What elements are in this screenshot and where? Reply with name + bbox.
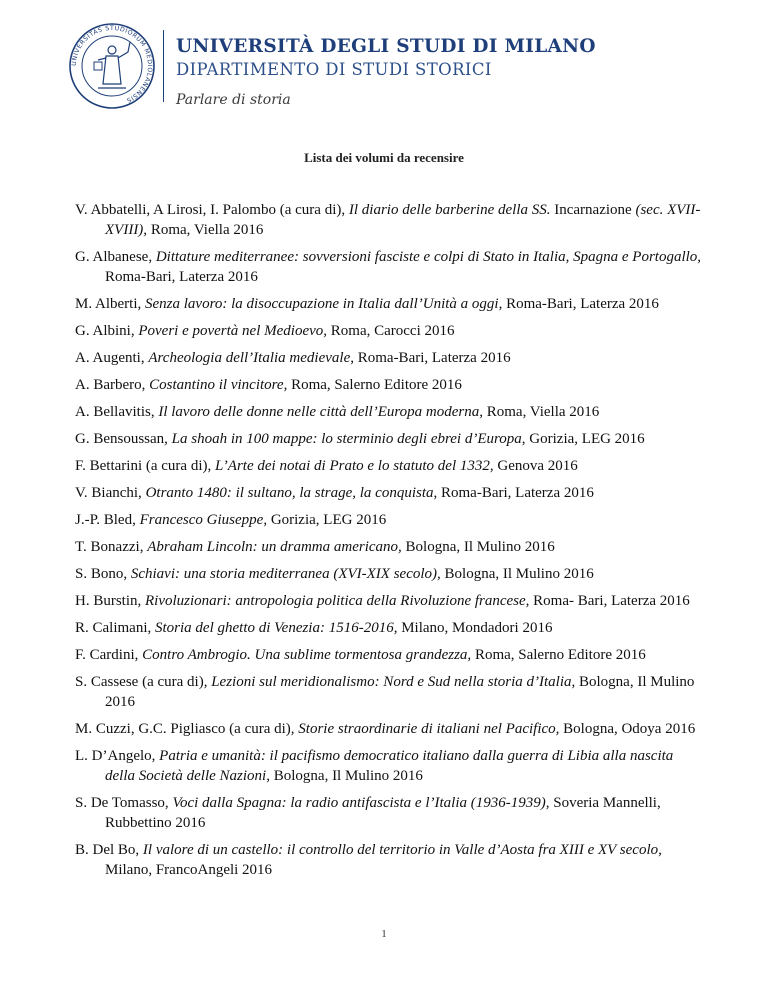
book-author: S. Bono,: [75, 566, 131, 582]
book-publisher: Bologna, Il Mulino 2016: [440, 566, 594, 582]
book-title: Francesco Giuseppe: [139, 512, 264, 528]
book-author: G. Albanese,: [75, 249, 156, 265]
book-publisher: Milano, Mondadori 2016: [397, 620, 553, 636]
list-item: [75, 321, 705, 341]
list-item: [75, 456, 705, 476]
university-name: UNIVERSITÀ DEGLI STUDI DI MILANO: [176, 36, 596, 57]
list-item: [75, 294, 705, 314]
book-publisher: Bologna, Odoya 2016: [559, 721, 696, 737]
book-author: A. Augenti,: [75, 350, 149, 366]
book-author: R. Calimani,: [75, 620, 155, 636]
book-publisher: Milano, FrancoAngeli 2016: [105, 862, 273, 878]
book-publisher: , Gorizia, LEG 2016: [521, 431, 645, 447]
book-title: L’Arte dei notai di Prato e lo statuto del 1332,: [215, 458, 494, 474]
list-item: [75, 564, 705, 584]
list-item: [75, 429, 705, 449]
list-item: [75, 483, 705, 503]
book-author: L. D’Angelo,: [75, 748, 160, 764]
book-publisher: Roma, Viella 2016: [482, 404, 600, 420]
book-title: (sec. XVII-XVIII),: [105, 202, 701, 238]
book-author: G. Bensoussan,: [75, 431, 172, 447]
book-author: A. Barbero,: [75, 377, 150, 393]
book-title: Patria e umanità: il pacifismo democratico italiano dalla guerra di Libia alla nascita della Società delle Nazioni,: [105, 748, 674, 784]
list-item: [75, 247, 705, 287]
book-title: Contro Ambrogio. Una sublime tormentosa grandezza,: [142, 647, 472, 663]
book-title: Il valore di un castello: il controllo del territorio in Valle d’Aosta fra XIII e XV secolo,: [142, 842, 662, 858]
book-title: Schiavi: una storia mediterranea (XVI-XIX secolo),: [130, 566, 441, 582]
book-publisher: Bologna, Il Mulino 2016: [269, 768, 423, 784]
list-item: [75, 719, 705, 739]
book-title: Poveri e povertà nel Medioevo,: [138, 323, 328, 339]
book-title: Abraham Lincoln: un dramma americano,: [147, 539, 402, 555]
book-author: B. Del Bo,: [75, 842, 143, 858]
book-author: A. Bellavitis,: [75, 404, 159, 420]
list-item: [75, 348, 705, 368]
book-author: T. Bonazzi,: [75, 539, 148, 555]
book-title: Costantino il vincitore,: [149, 377, 288, 393]
book-list: [75, 200, 705, 887]
book-title: Il diario delle barberine della SS.: [348, 202, 551, 218]
letterhead: [68, 22, 708, 132]
list-item: [75, 537, 705, 557]
book-title: Senza lavoro: la disoccupazione in Italia dall’Unità a oggi,: [145, 296, 503, 312]
department-name: DIPARTIMENTO DI STUDI STORICI: [176, 60, 492, 79]
book-title: Rivoluzionari: antropologia politica della Rivoluzione francese,: [145, 593, 530, 609]
book-title: Voci dalla Spagna: la radio antifascista e l’Italia (1936-1939),: [172, 795, 550, 811]
list-item: [75, 402, 705, 422]
book-title: Il lavoro delle donne nelle città dell’Europa moderna,: [158, 404, 483, 420]
book-publisher: Roma- Bari, Laterza 2016: [529, 593, 690, 609]
book-title: Otranto 1480: il sultano, la strage, la conquista: [145, 485, 434, 501]
list-item: [75, 840, 705, 880]
book-publisher: , Roma-Bari, Laterza 2016: [433, 485, 594, 501]
book-publisher: Bologna, Il Mulino 2016: [105, 674, 695, 710]
book-title: Dittature mediterranee: sovversioni fasciste e colpi di Stato in Italia, Spagna e Portogallo,: [155, 249, 702, 265]
university-seal-icon: [68, 22, 156, 110]
book-author: G. Albini,: [75, 323, 139, 339]
book-publisher: Soveria Mannelli, Rubbettino 2016: [105, 795, 661, 831]
page-title: Lista dei volumi da recensire: [304, 150, 464, 165]
book-publisher: Genova 2016: [493, 458, 578, 474]
list-item: [75, 645, 705, 665]
list-item: [75, 618, 705, 638]
book-author: S. De Tomasso,: [75, 795, 173, 811]
book-title: Storie straordinarie di italiani nel Pacifico,: [298, 721, 560, 737]
book-publisher: Bologna, Il Mulino 2016: [401, 539, 555, 555]
book-title: Lezioni sul meridionalismo: Nord e Sud nella storia d’Italia,: [211, 674, 576, 690]
book-publisher: Roma, Salerno Editore 2016: [471, 647, 646, 663]
book-author: F. Bettarini (a cura di),: [75, 458, 216, 474]
list-item: [75, 510, 705, 530]
list-item: [75, 746, 705, 786]
list-item: [75, 591, 705, 611]
book-publisher: Roma, Salerno Editore 2016: [287, 377, 462, 393]
book-publisher: Roma, Viella 2016: [147, 222, 264, 238]
book-author: M. Cuzzi, G.C. Pigliasco (a cura di),: [75, 721, 299, 737]
book-title: La shoah in 100 mappe: lo sterminio degli ebrei d’Europa: [171, 431, 522, 447]
book-author: V. Bianchi,: [75, 485, 146, 501]
list-item: [75, 200, 705, 240]
list-item: [75, 793, 705, 833]
book-title: Storia del ghetto di Venezia: 1516-2016,: [155, 620, 398, 636]
book-author: S. Cassese (a cura di),: [75, 674, 212, 690]
svg-text:UNIVERSITAS STUDIORUM MEDIOLAN: UNIVERSITAS STUDIORUM MEDIOLANENSIS: [70, 24, 154, 104]
book-publisher: Incarnazione: [550, 202, 636, 218]
book-publisher: Roma-Bari, Laterza 2016: [105, 269, 258, 285]
book-publisher: Roma, Carocci 2016: [327, 323, 455, 339]
book-title: Archeologia dell’Italia medievale,: [148, 350, 354, 366]
book-publisher: , Gorizia, LEG 2016: [263, 512, 387, 528]
book-author: H. Burstin,: [75, 593, 146, 609]
motto: Parlare di storia: [176, 92, 291, 108]
page-number: 1: [381, 928, 387, 940]
book-author: M. Alberti,: [75, 296, 145, 312]
list-item: [75, 375, 705, 395]
book-author: F. Cardini,: [75, 647, 143, 663]
book-author: V. Abbatelli, A Lirosi, I. Palombo (a cura di),: [75, 202, 349, 218]
book-author: J.-P. Bled,: [75, 512, 140, 528]
book-publisher: Roma-Bari, Laterza 2016: [353, 350, 511, 366]
divider: [163, 30, 164, 102]
list-item: [75, 672, 705, 712]
book-publisher: Roma-Bari, Laterza 2016: [502, 296, 659, 312]
